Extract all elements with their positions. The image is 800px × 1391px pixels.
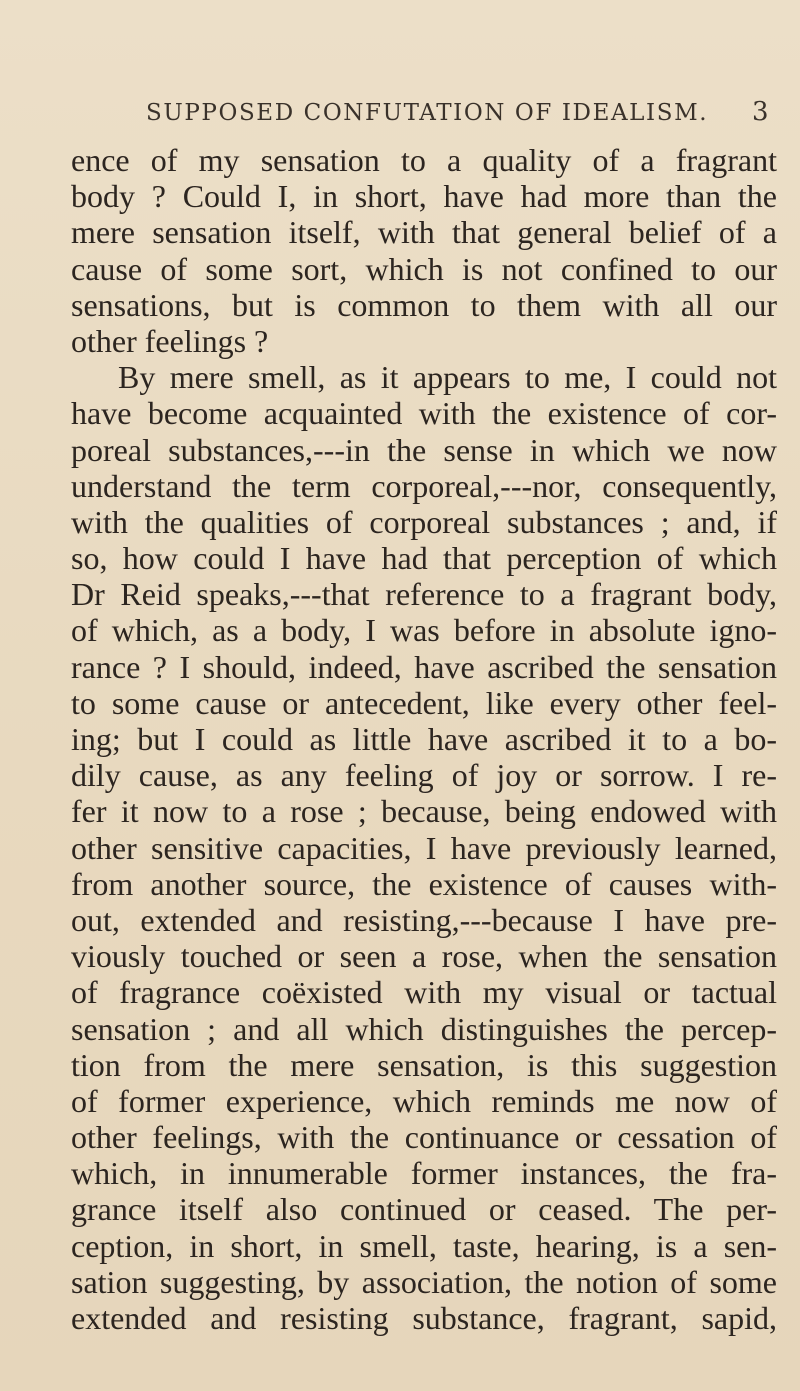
- text-line: ence of my sensation to a quality of a fragrant: [71, 142, 777, 178]
- running-head: SUPPOSED CONFUTATION OF IDEALISM.: [146, 100, 709, 126]
- text-line: of which, as a body, I was before in absolute igno-: [71, 612, 777, 649]
- text-line: out, extended and resisting,---because I have pre-: [71, 901, 777, 938]
- paragraph-end-line: other feelings ?: [71, 322, 269, 359]
- text-line: of former experience, which reminds me now of: [71, 1082, 777, 1119]
- text-line: extended and resisting substance, fragrant, sapid,: [71, 1300, 777, 1336]
- text-line: poreal substances,---in the sense in which we now: [71, 431, 777, 468]
- text-line: which, in innumerable former instances, the fra-: [71, 1155, 777, 1192]
- text-line: ception, in short, in smell, taste, hearing, is a sen-: [71, 1227, 777, 1264]
- text-line: cause of some sort, which is not confined to our: [71, 250, 777, 287]
- paragraph-start-line: By mere smell, as it appears to me, I could not: [118, 359, 777, 396]
- body-text: [71, 142, 777, 1336]
- text-line: Dr Reid speaks,---that reference to a fragrant body,: [71, 576, 777, 613]
- text-line: with the qualities of corporeal substances ; and, if: [71, 503, 777, 540]
- text-line: ing; but I could as little have ascribed it to a bo-: [71, 721, 777, 757]
- text-line: rance ? I should, indeed, have ascribed the sensation: [71, 648, 777, 685]
- text-line: other feelings, with the continuance or cessation of: [71, 1119, 777, 1156]
- text-line: to some cause or antecedent, like every other feel-: [71, 684, 777, 721]
- text-line: sensation ; and all which distinguishes the percep-: [71, 1010, 777, 1047]
- text-line: mere sensation itself, with that general belief of a: [71, 214, 777, 251]
- text-line: grance itself also continued or ceased. The per-: [71, 1191, 777, 1228]
- text-line: sation suggesting, by association, the notion of some: [71, 1263, 777, 1300]
- text-line: other sensitive capacities, I have previously learned,: [71, 829, 777, 866]
- page-number: 3: [752, 97, 769, 127]
- text-line: of fragrance coëxisted with my visual or tactual: [71, 974, 777, 1011]
- text-line: fer it now to a rose ; because, being endowed with: [71, 793, 777, 830]
- text-line: have become acquainted with the existence of cor-: [71, 395, 777, 432]
- text-line: sensations, but is common to them with all our: [71, 286, 777, 323]
- text-line: from another source, the existence of causes with-: [71, 865, 777, 902]
- text-line: viously touched or seen a rose, when the sensation: [71, 938, 777, 975]
- text-line: body ? Could I, in short, have had more than the: [71, 178, 777, 215]
- text-line: dily cause, as any feeling of joy or sorrow. I re-: [71, 757, 777, 794]
- text-line: so, how could I have had that perception of which: [71, 540, 777, 577]
- text-line: understand the term corporeal,---nor, consequently,: [71, 467, 777, 504]
- text-line: tion from the mere sensation, is this suggestion: [71, 1046, 777, 1083]
